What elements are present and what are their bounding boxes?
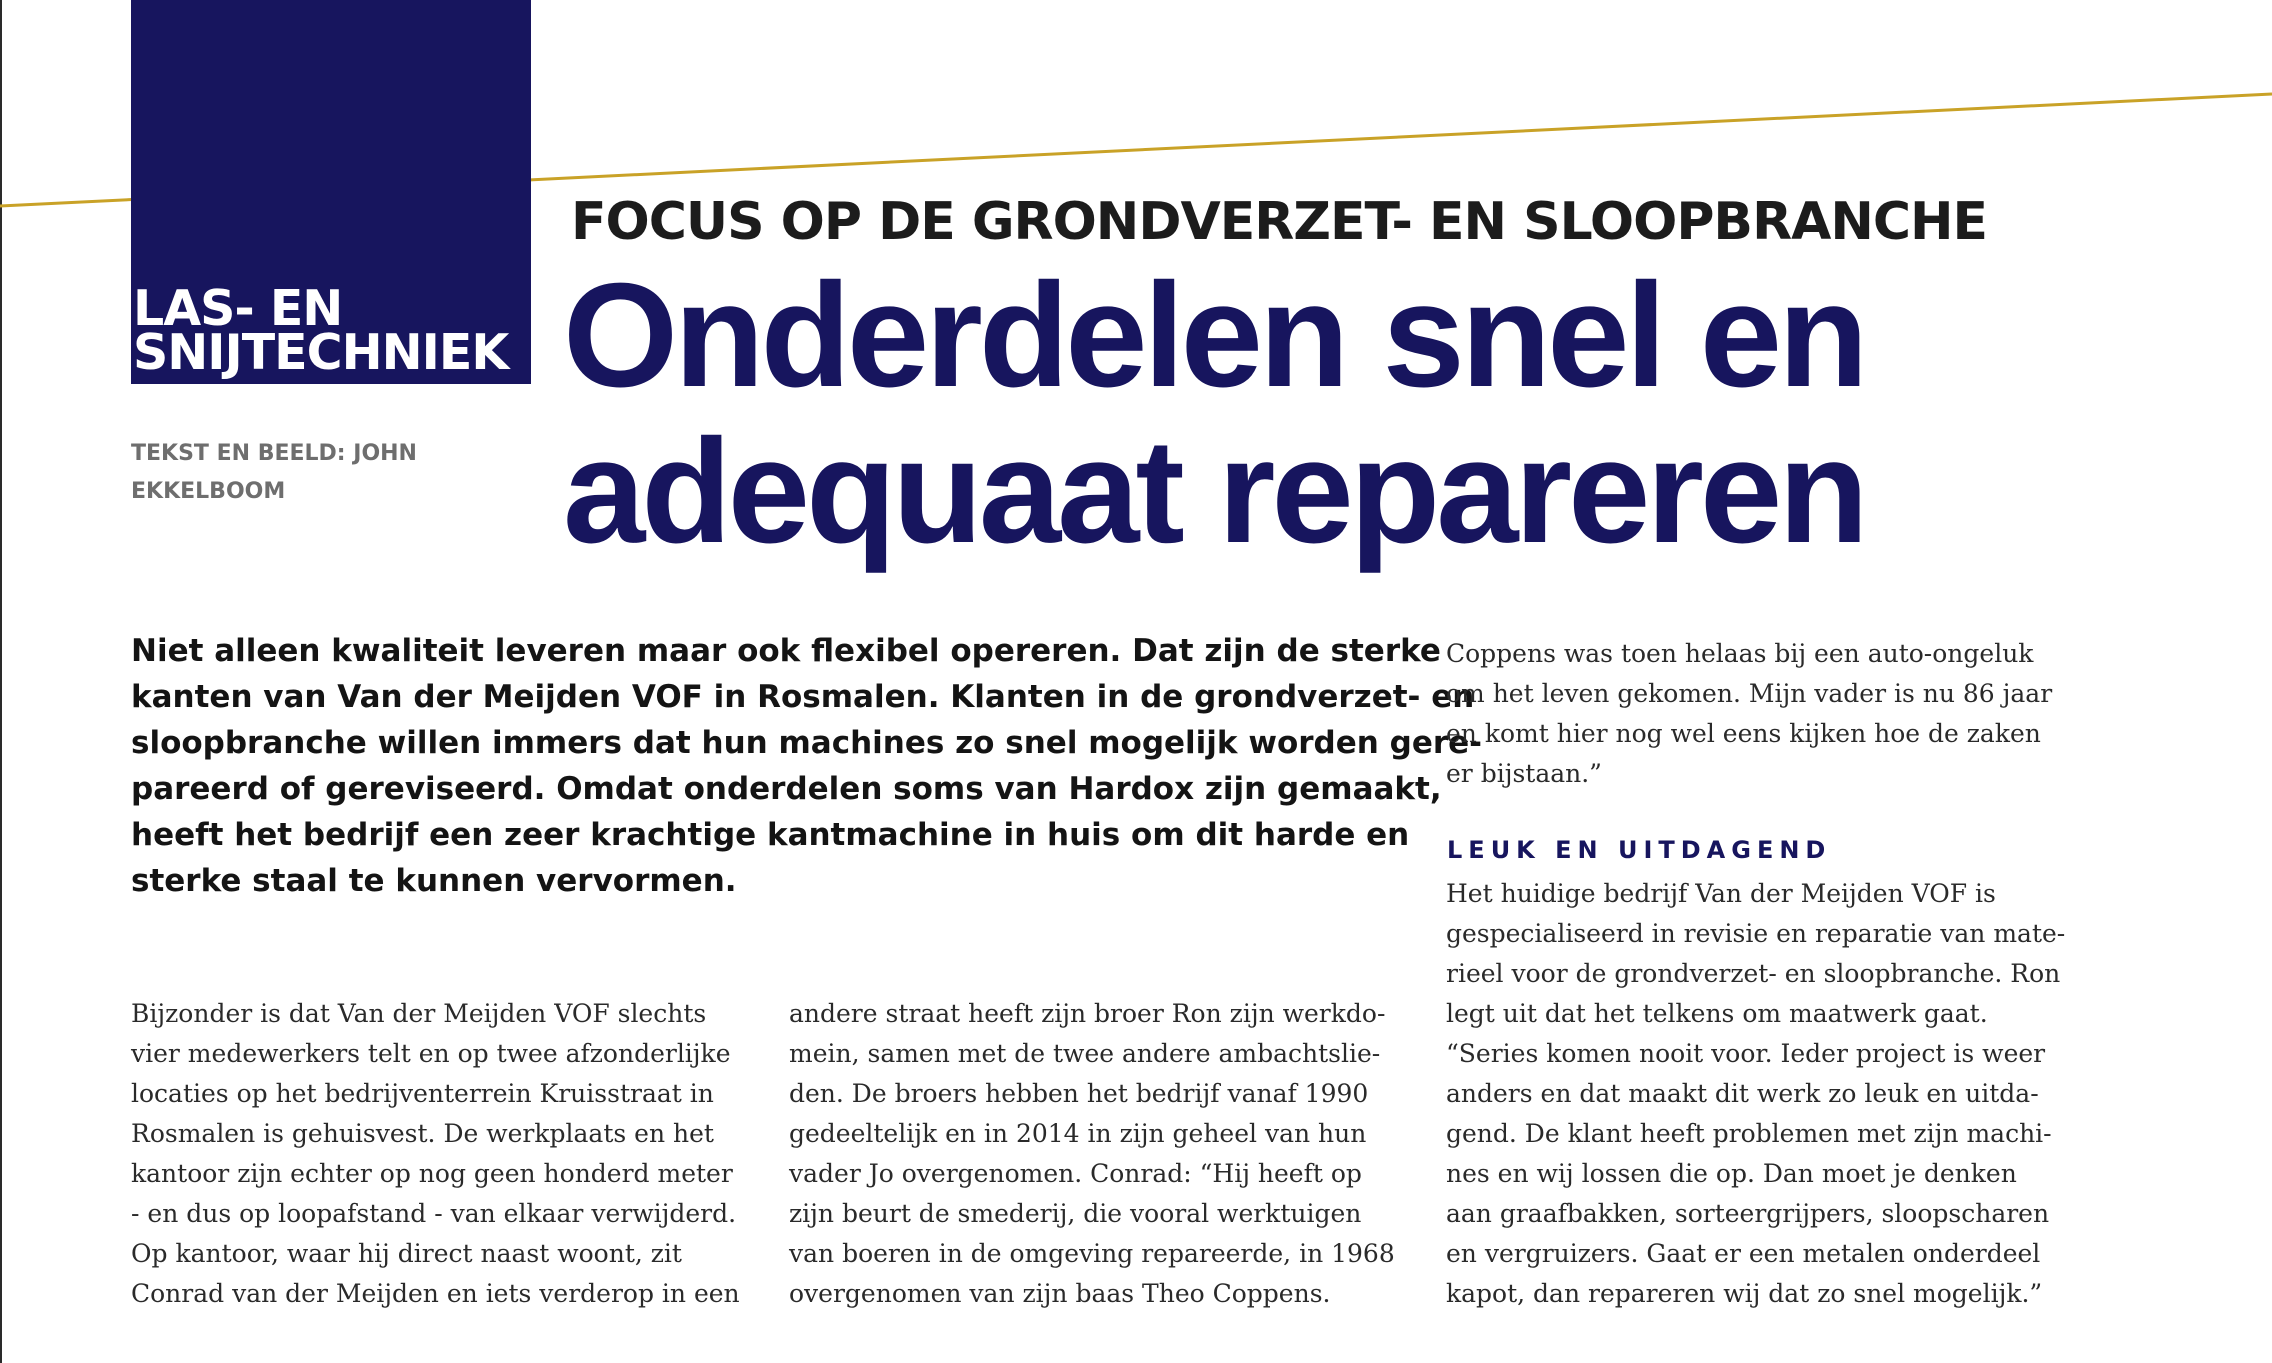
lead-line: sterke staal te kunnen vervormen. [131,863,737,899]
body-line: gespecialiseerd in revisie en reparatie van mate- [1446,919,2066,948]
lead-line: kanten van Van der Meijden VOF in Rosmalen. Klanten in de grondverzet- en [131,679,1475,715]
body-line: mein, samen met de twee andere ambachtslie- [789,1039,1381,1068]
body-line: legt uit dat het telkens om maatwerk gaat. [1446,999,1988,1028]
section-label [133,280,509,381]
byline-line: EKKELBOOM [131,479,286,504]
body-line: andere straat heeft zijn broer Ron zijn werkdo- [789,999,1386,1028]
body-line: aan graafbakken, sorteergrijpers, sloopscharen [1446,1199,2050,1228]
lead-line: sloopbranche willen immers dat hun machines zo snel mogelijk worden gere- [131,725,1483,761]
body-column-2 [789,994,1395,1314]
body-line: vader Jo overgenomen. Conrad: “Hij heeft op [789,1159,1362,1188]
section-subheading: LEUK EN UITDAGEND [1447,836,1832,864]
section-label-line: SNIJTECHNIEK [133,324,509,381]
body-line: “Series komen nooit voor. Ieder project is weer [1446,1039,2046,1068]
page-title [563,253,1865,574]
headline-line: Onderdelen snel en [563,253,1865,418]
body-line: anders en dat maakt dit werk zo leuk en uitda- [1446,1079,2039,1108]
body-line: gend. De klant heeft problemen met zijn machi- [1446,1119,2052,1148]
body-column-3-top [1446,634,2052,794]
body-line: zijn beurt de smederij, die vooral werktuigen [789,1199,1362,1228]
body-line: er bijstaan.” [1446,759,1602,788]
body-line: Rosmalen is gehuisvest. De werkplaats en het [131,1119,714,1148]
body-line: en vergruizers. Gaat er een metalen onderdeel [1446,1239,2041,1268]
section-label-line: LAS- EN [133,280,343,337]
body-column-1 [131,994,740,1314]
body-line: nes en wij lossen die op. Dan moet je denken [1446,1159,2017,1188]
body-line: van boeren in de omgeving repareerde, in 1968 [789,1239,1395,1268]
lead-line: pareerd of gereviseerd. Omdat onderdelen soms van Hardox zijn gemaakt, [131,771,1442,807]
body-line: Bijzonder is dat Van der Meijden VOF slechts [131,999,707,1028]
body-line: vier medewerkers telt en op twee afzonderlijke [131,1039,731,1068]
byline-line: TEKST EN BEELD: JOHN [131,441,417,466]
body-column-3-bottom [1446,874,2065,1314]
kicker: FOCUS OP DE GRONDVERZET- EN SLOOPBRANCHE [571,192,1988,252]
body-line: Het huidige bedrijf Van der Meijden VOF is [1446,879,1996,908]
body-line: kapot, dan repareren wij dat zo snel mogelijk.” [1446,1279,2043,1308]
body-line: Coppens was toen helaas bij een auto-ongeluk [1446,639,2034,668]
body-line: en komt hier nog wel eens kijken hoe de zaken [1446,719,2041,748]
body-line: om het leven gekomen. Mijn vader is nu 86 jaar [1446,679,2053,708]
lead-paragraph [131,628,1483,904]
body-line: kantoor zijn echter op nog geen honderd meter [131,1159,733,1188]
body-line: - en dus op loopafstand - van elkaar verwijderd. [131,1199,737,1228]
body-line: locaties op het bedrijventerrein Kruisstraat in [131,1079,714,1108]
byline [131,435,451,511]
body-line: rieel voor de grondverzet- en sloopbranche. Ron [1446,959,2061,988]
headline-line: adequaat repareren [563,409,1865,574]
body-line: den. De broers hebben het bedrijf vanaf 1990 [789,1079,1369,1108]
lead-line: heeft het bedrijf een zeer krachtige kantmachine in huis om dit harde en [131,817,1410,853]
body-line: overgenomen van zijn baas Theo Coppens. [789,1279,1331,1308]
lead-line: Niet alleen kwaliteit leveren maar ook flexibel opereren. Dat zijn de sterke [131,633,1441,669]
body-line: gedeeltelijk en in 2014 in zijn geheel van hun [789,1119,1367,1148]
body-line: Conrad van der Meijden en iets verderop in een [131,1279,740,1308]
body-line: Op kantoor, waar hij direct naast woont, zit [131,1239,682,1268]
